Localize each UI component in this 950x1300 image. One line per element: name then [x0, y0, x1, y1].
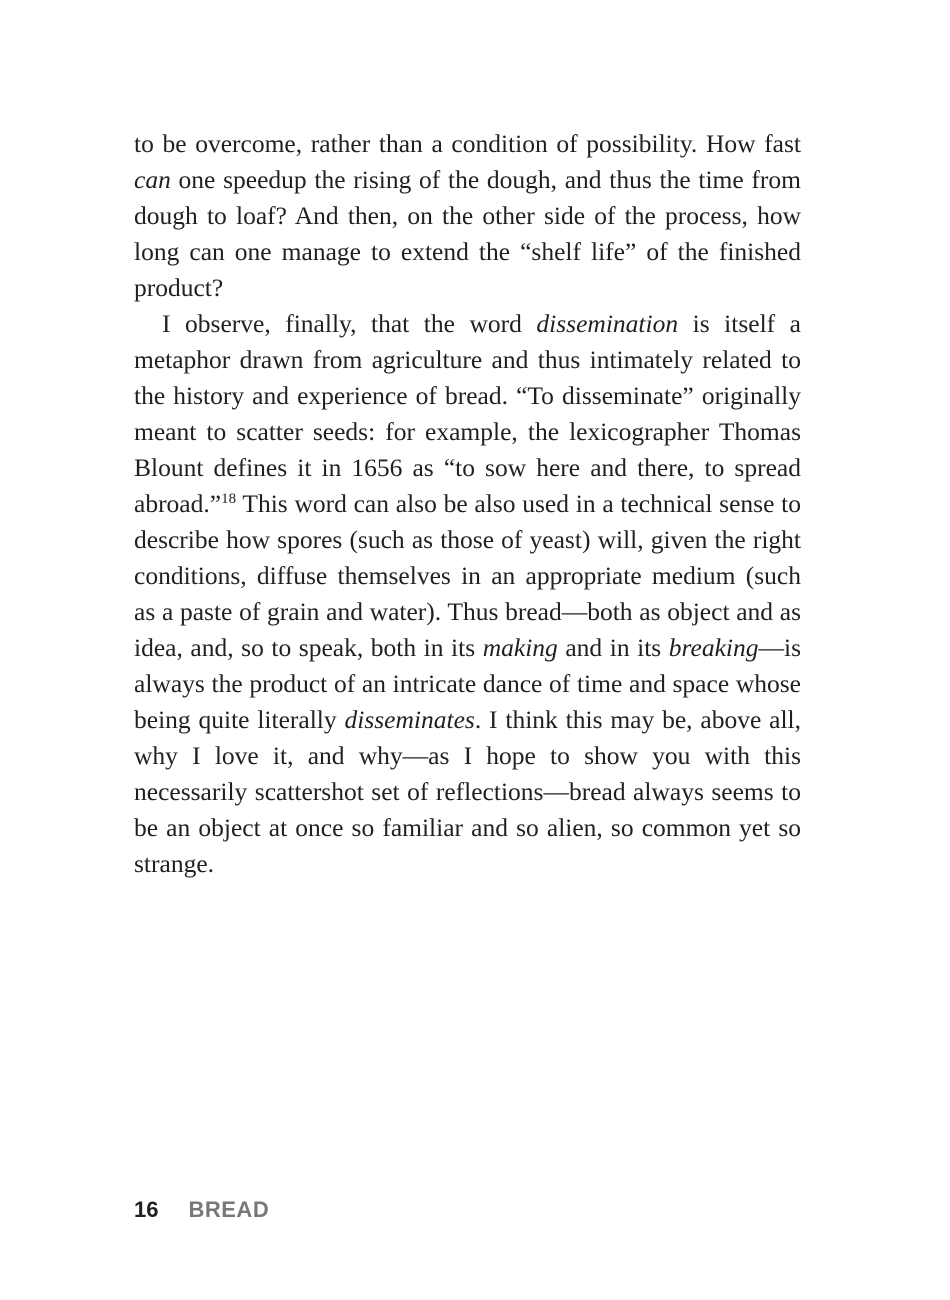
paragraph-2-italic-disseminates: disseminates — [344, 705, 475, 734]
paragraph-1-italic-can: can — [134, 165, 171, 194]
page-footer — [134, 1196, 269, 1224]
page-number: 16 — [134, 1197, 159, 1222]
paragraph-2-text-1: I observe, finally, that the word — [162, 309, 537, 338]
paragraph-2-italic-making: making — [482, 633, 558, 662]
paragraph-2-text-5: —is always the product of an intricate dance of time and space whose being quite literally — [134, 633, 801, 734]
paragraph-2-text-4: and in its — [557, 633, 669, 662]
paragraph-2-italic-breaking: breaking — [668, 633, 759, 662]
paragraph-2-text-6: . I think this may be, above all, why I love it, and why—as I hope to show you with this necessarily scattershot set of reflections—bread always seems to be an object at once so familiar and so alien, so common yet so strange. — [134, 705, 801, 878]
footnote-reference[interactable]: 18 — [221, 491, 237, 507]
paragraph-2-text-3: This word can also be also used in a technical sense to describe how spores (such as those of yeast) will, given the right conditions, diffuse themselves in an appropriate medium (such as a paste of grain and water). Thus bread—both as object and as idea, and, so to speak, both in its — [134, 489, 801, 662]
paragraph-2-italic-dissemination: dissemination — [536, 309, 679, 338]
body-text — [134, 126, 801, 882]
running-title: BREAD — [188, 1197, 270, 1222]
paragraph-1 — [134, 126, 801, 306]
paragraph-2 — [134, 306, 801, 882]
paragraph-1-text-2: one speedup the rising of the dough, and thus the time from dough to loaf? And then, on the other side of the process, how long can one manage to extend the “shelf life” of the finished product? — [134, 165, 801, 302]
paragraph-1-text-1: to be overcome, rather than a condition of possibility. How fast — [134, 129, 801, 158]
paragraph-2-text-2: is itself a metaphor drawn from agriculture and thus intimately related to the history and experience of bread. “To disseminate” originally meant to scatter seeds: for example, the lexicographer Thomas Blount defines it in 1656 as “to sow here and there, to spread abroad.” — [134, 309, 801, 518]
